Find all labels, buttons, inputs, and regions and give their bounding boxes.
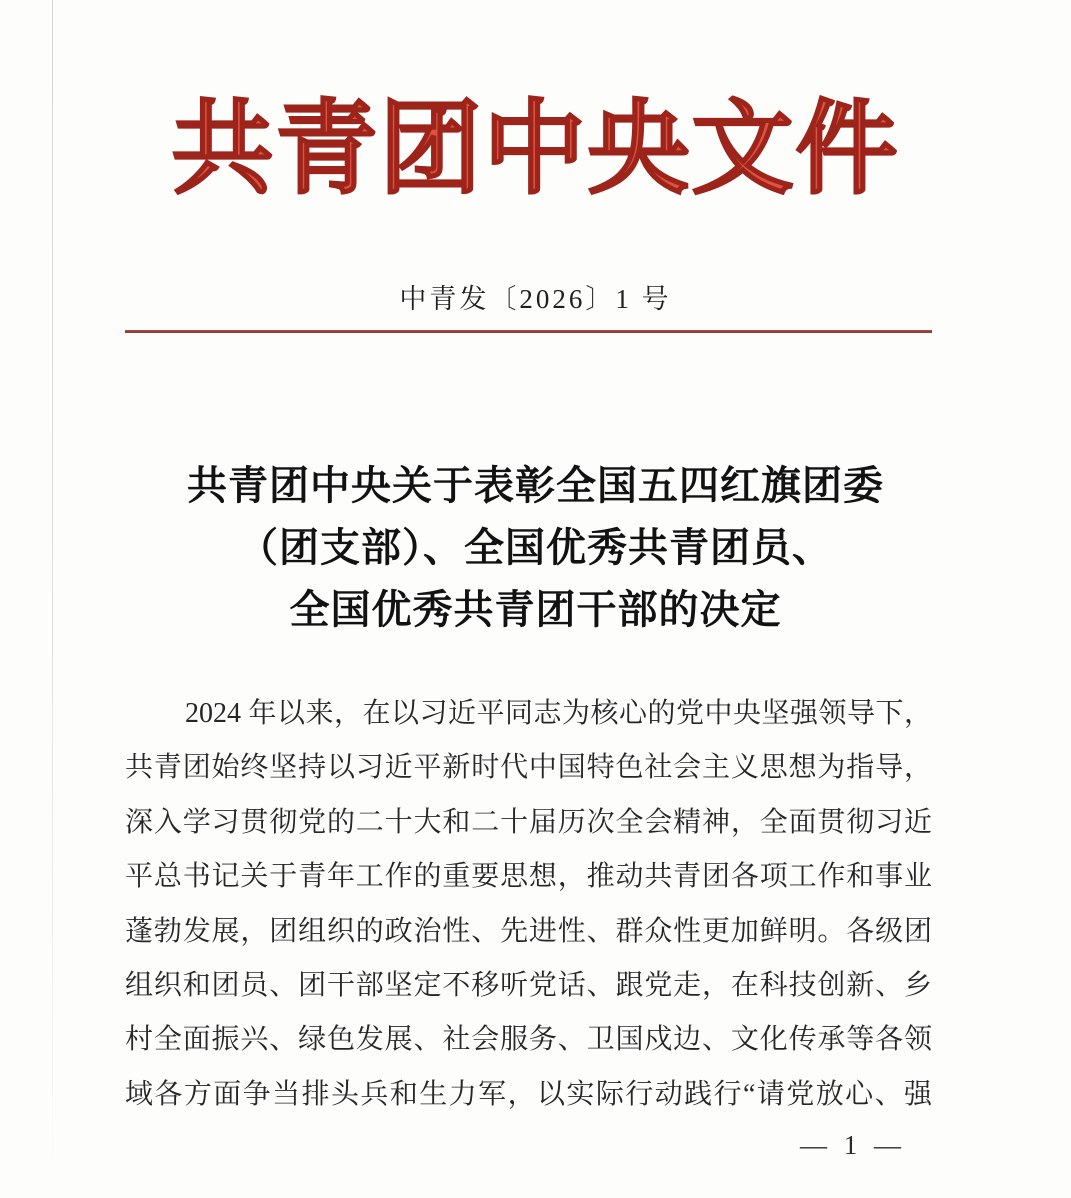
- body-line-1: 2024 年以来，在以习近平同志为核心的党中央坚强领导下，: [185, 698, 932, 729]
- red-separator-line: [125, 330, 932, 333]
- body-line-6: 组织和团员、团干部坚定不移听党话、跟党走，在科技创新、乡: [125, 969, 932, 1001]
- document-title-line-2: （团支部）、全国优秀共青团员、: [238, 525, 833, 570]
- doc-number: 中青发〔2026〕1 号: [399, 284, 672, 314]
- page-number: — 1 —: [800, 1130, 906, 1160]
- body-line-4: 平总书记关于青年工作的重要思想，推动共青团各项工作和事业: [125, 861, 932, 893]
- body-line-8: 域各方面争当排头兵和生力军，以实际行动践行“请党放心、强: [125, 1078, 932, 1110]
- body-line-2: 共青团始终坚持以习近平新时代中国特色社会主义思想为指导，: [125, 752, 932, 784]
- masthead-title: 共青团中央文件: [171, 94, 900, 207]
- document-title: [0, 455, 1071, 641]
- body-line-5: 蓬勃发展，团组织的政治性、先进性、群众性更加鲜明。各级团: [125, 915, 932, 947]
- document-title-line-3: 全国优秀共青团干部的决定: [289, 587, 782, 632]
- body-line-7: 村全面振兴、绿色发展、社会服务、卫国戍边、文化传承等各领: [125, 1024, 932, 1056]
- body-line-3: 深入学习贯彻党的二十大和二十届历次全会精神，全面贯彻习近: [125, 806, 932, 838]
- body-paragraph: [125, 687, 932, 1122]
- document-title-line-1: 共青团中央关于表彰全国五四红旗团委: [187, 463, 884, 508]
